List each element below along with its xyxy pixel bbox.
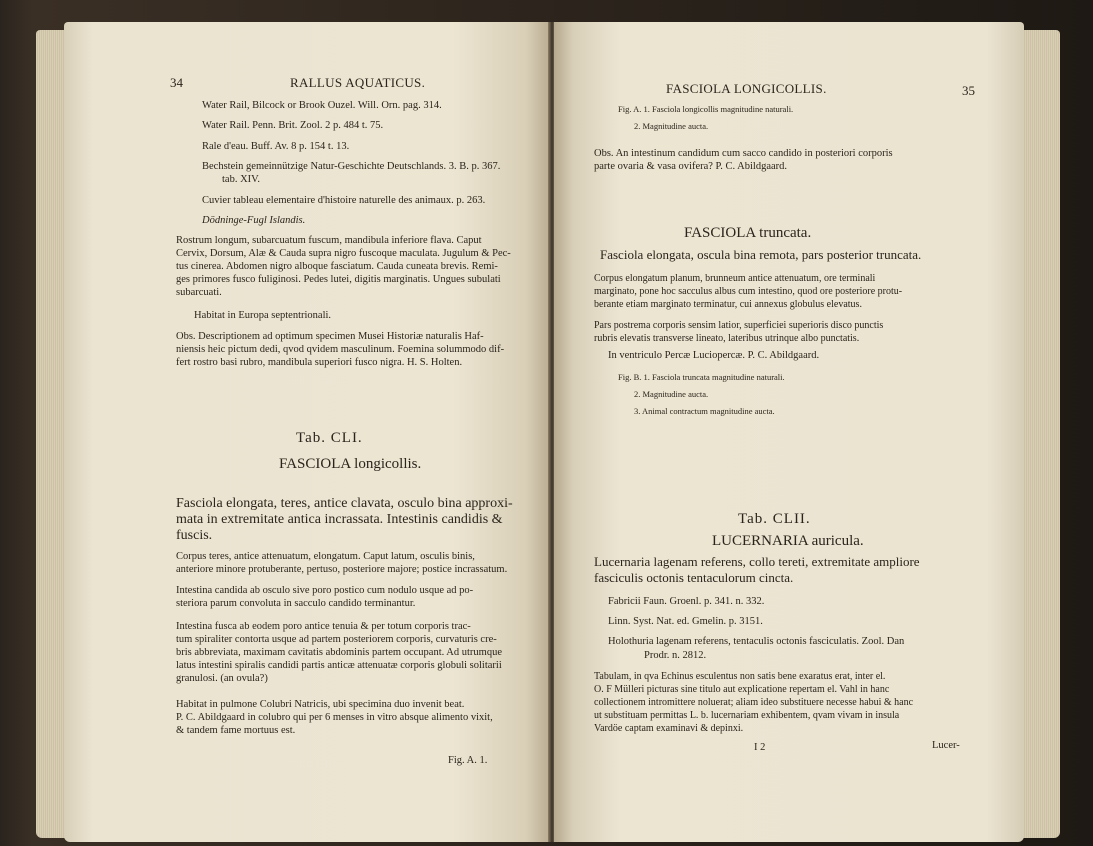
reference: Water Rail. Penn. Brit. Zool. 2 p. 484 t. 75. xyxy=(202,120,384,131)
reference: Rale d'eau. Buff. Av. 8 p. 154 t. 13. xyxy=(202,141,350,152)
paragraph: Habitat in pulmone Colubri Natricis, ubi specimina duo invenit beat. P. C. Abildgaard in colubro qui per 6 menses in vitro absque alimento vixit, & tandem fame mortuus est. xyxy=(176,699,493,736)
running-head: RALLUS AQUATICUS. xyxy=(290,75,426,90)
reference: tab. XIV. xyxy=(222,174,261,185)
catchword: Lucer- xyxy=(932,740,960,751)
figure-caption: Fig. B. 1. Fasciola truncata magnitudine naturali. xyxy=(618,372,785,382)
figure-caption: 2. Magnitudine aucta. xyxy=(634,121,709,131)
page-number: 34 xyxy=(170,75,183,90)
obs-paragraph: Obs. Descriptionem ad optimum specimen Musei Historiæ naturalis Haf- niensis heic pictum dedi, qvod qvidem masculinum. Foemina solummodo dif- fert rostro basi rubro, mandibula superiori fusco nigra. H. S. Holten. xyxy=(176,331,505,368)
reference: Cuvier tableau elementaire d'histoire naturelle des animaux. p. 263. xyxy=(202,195,486,206)
habitat-line: Habitat in Europa septentrionali. xyxy=(194,310,332,321)
diagnosis: Fasciola elongata, oscula bina remota, pars posterior truncata. xyxy=(600,247,922,262)
paragraph: Intestina candida ab osculo sive poro postico cum nodulo usque ad po- steriora parum convoluta in sacculo candido terminantur. xyxy=(176,585,474,609)
reference: Holothuria lagenam referens, tentaculis octonis fasciculatis. Zool. Dan xyxy=(608,636,905,647)
reference: Fabricii Faun. Groenl. p. 341. n. 332. xyxy=(608,596,765,607)
page-edges-right xyxy=(1022,30,1060,838)
reference: Bechstein gemeinnützige Natur-Geschichte Deutschlands. 3. B. p. 367. xyxy=(202,161,501,172)
tab-heading: Tab. CLII. xyxy=(738,511,811,527)
genus-heading: FASCIOLA truncata. xyxy=(684,225,812,241)
right-page xyxy=(554,22,1024,842)
paragraph: Tabulam, in qva Echinus esculentus non satis bene exaratus erat, inter el. O. F Mülleri picturas sine titulo aut explicatione repertam el. Vahl in hanc collectionem intromittere noluerat; aliam ideo substituere necesse habui & hanc ut substituam permittas L. b. lucernariam exhibentem, qvam vivam in insula Vardöe captam examinavi & depinxi. xyxy=(594,671,914,734)
genus-heading: LUCERNARIA auricula. xyxy=(712,533,864,549)
reference: Linn. Syst. Nat. ed. Gmelin. p. 3151. xyxy=(608,616,763,627)
paragraph: Corpus teres, antice attenuatum, elongatum. Caput latum, osculis binis, anteriore minore protuberante, pertuso, posteriore majore; postice incrassatum. xyxy=(176,551,508,575)
page-number: 35 xyxy=(962,83,975,98)
reference: Prodr. n. 2812. xyxy=(644,650,707,661)
obs-paragraph: Obs. An intestinum candidum cum sacco candido in posteriori corporis parte ovaria & vasa ovifera? P. C. Abildgaard. xyxy=(594,148,893,172)
reference: Dödninge-Fugl Islandis. xyxy=(202,215,306,226)
figure-caption: 3. Animal contractum magnitudine aucta. xyxy=(634,406,775,416)
tab-heading: Tab. CLI. xyxy=(296,430,363,446)
catchword: Fig. A. 1. xyxy=(448,755,488,766)
diagnosis: Lucernaria lagenam referens, collo tereti, extremitate ampliore fasciculis octonis tentaculorum cincta. xyxy=(594,554,920,585)
running-head: FASCIOLA LONGICOLLIS. xyxy=(666,81,827,96)
paragraph: Intestina fusca ab eodem poro antice tenuia & per totum corporis trac- tum spiraliter contorta usque ad partem posteriorem corporis, curvaturis cre- bris abbreviata, maximam cavitatis abdominis partem occupant. Ad utrumque latus intestini spiralis candidi partis anticæ attenuatæ corporis globuli solitarii granulosi. (an ovula?) xyxy=(176,621,502,684)
habitat-line: In ventriculo Percæ Luciopercæ. P. C. Abildgaard. xyxy=(608,350,820,361)
left-page xyxy=(64,22,550,842)
diagnosis: Fasciola elongata, teres, antice clavata, osculo bina approxi- mata in extremitate antica incrassata. Intestinis candidis & fuscis. xyxy=(176,496,513,543)
paragraph: Pars postrema corporis sensim latior, superficiei superioris disco punctis rubris elevatis transverse lineato, lateribus utrinque albo punctatis. xyxy=(594,320,884,344)
figure-caption: 2. Magnitudine aucta. xyxy=(634,389,709,399)
genus-heading: FASCIOLA longicollis. xyxy=(279,456,422,472)
signature-mark: I 2 xyxy=(754,742,766,753)
reference: Water Rail, Bilcock or Brook Ouzel. Will. Orn. pag. 314. xyxy=(202,100,442,111)
paragraph: Corpus elongatum planum, brunneum antice attenuatum, ore terminali marginato, pone hoc sacculus albus cum intestino, quod ore posteriore protu- berante etiam marginato terminatur, cui annexus globulus elevatus. xyxy=(594,273,903,310)
figure-caption: Fig. A. 1. Fasciola longicollis magnitudine naturali. xyxy=(618,104,794,114)
description-paragraph: Rostrum longum, subarcuatum fuscum, mandibula inferiore flava. Caput Cervix, Dorsum, Alæ & Cauda supra nigro fuscoque maculata. Jugulum & Pec- tus cinerea. Abdomen nigro alboque fasciatum. Cauda cuneata brevis. Remi- ges primores fusco fuliginosi. Pedes lutei, digitis marginatis. Ungues subulati subarcuati. xyxy=(176,235,511,298)
page-edges-left xyxy=(36,30,66,838)
